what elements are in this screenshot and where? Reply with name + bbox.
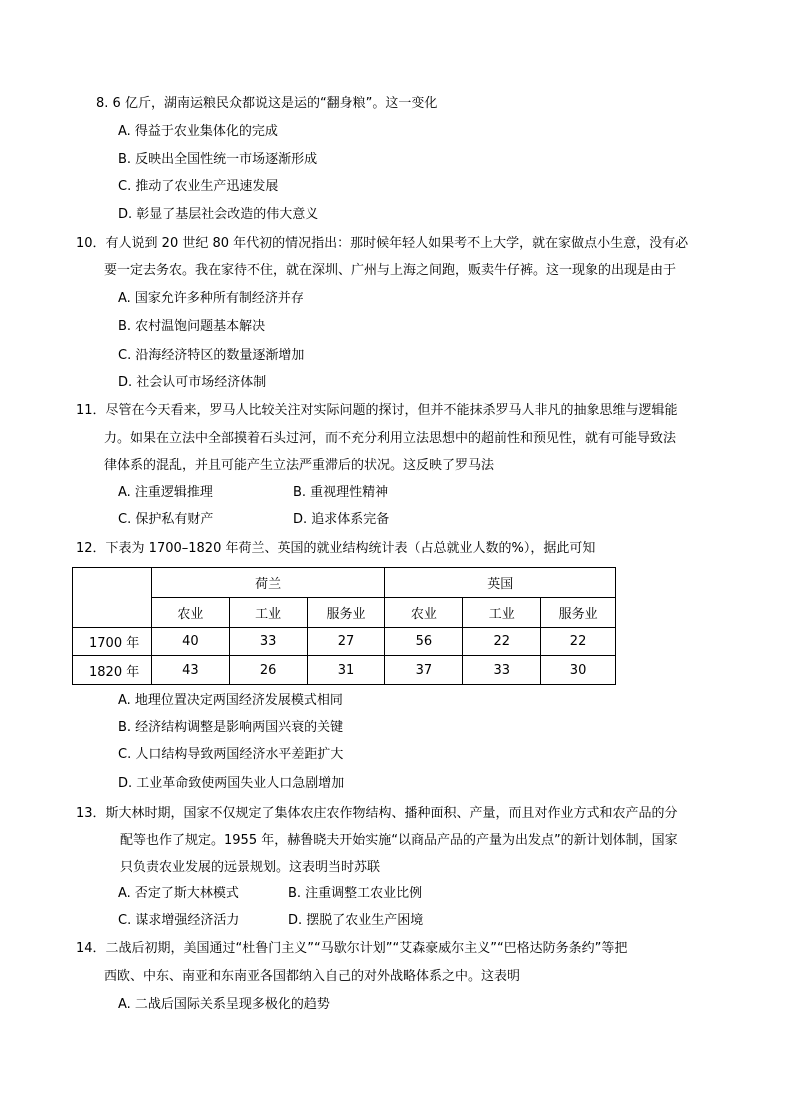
q10-option-b: B. 农村温饱问题基本解决 xyxy=(118,319,266,334)
table-row xyxy=(73,628,616,656)
q11-option-a: A. 注重逻辑推理 xyxy=(118,485,213,500)
row-year: 1820 年 xyxy=(73,656,152,685)
q11-option-b: B. 重视理性精神 xyxy=(293,485,389,500)
q8-option-c: C. 推动了农业生产迅速发展 xyxy=(118,179,279,194)
q10-option-a: A. 国家允许多种所有制经济并存 xyxy=(118,291,304,306)
table-cell: 33 xyxy=(229,628,307,656)
table-cell: 22 xyxy=(541,628,616,656)
q10-stem-line1: 10．有人说到 20 世纪 80 年代初的情况指出：那时候年轻人如果考不上大学，就在家做点小生意，没有必 xyxy=(76,236,689,251)
q13-option-b: B. 注重调整工农业比例 xyxy=(288,886,423,901)
table-cell: 43 xyxy=(151,656,229,685)
q12-option-a: A. 地理位置决定两国经济发展模式相同 xyxy=(118,693,343,708)
table-cell: 27 xyxy=(307,628,385,656)
table-row xyxy=(73,656,616,685)
country-header-britain: 英国 xyxy=(385,568,616,598)
q10-option-d: D. 社会认可市场经济体制 xyxy=(118,375,267,390)
q12-option-b: B. 经济结构调整是影响两国兴衰的关键 xyxy=(118,720,344,735)
sector-header: 工业 xyxy=(229,598,307,628)
country-header-netherlands: 荷兰 xyxy=(151,568,385,598)
q13-option-a: A. 否定了斯大林模式 xyxy=(118,886,239,901)
q13-stem-line2: 配等也作了规定。1955 年，赫鲁晓夫开始实施“以商品产品的产量为出发点”的新计划体制，国家 xyxy=(120,833,678,848)
q10-option-c: C. 沿海经济特区的数量逐渐增加 xyxy=(118,348,305,363)
q8-option-a: A. 得益于农业集体化的完成 xyxy=(118,124,278,139)
q10-stem-line2: 要一定去务农。我在家待不住，就在深圳、广州与上海之间跑，贩卖牛仔裤。这一现象的出现是由于 xyxy=(104,263,677,278)
sector-header: 农业 xyxy=(151,598,229,628)
table-cell: 22 xyxy=(463,628,541,656)
row-year: 1700 年 xyxy=(73,628,152,656)
q11-stem-line1: 11．尽管在今天看来，罗马人比较关注对实际问题的探讨，但并不能抹杀罗马人非凡的抽象思维与逻辑能 xyxy=(76,403,678,418)
q13-option-d: D. 摆脱了农业生产困境 xyxy=(288,913,424,928)
table-cell: 40 xyxy=(151,628,229,656)
q13-stem-line1: 13．斯大林时期，国家不仅规定了集体农庄农作物结构、播种面积、产量，而且对作业方式和农产品的分 xyxy=(76,806,678,821)
table-cell: 30 xyxy=(541,656,616,685)
sector-header: 服务业 xyxy=(541,598,616,628)
q12-stem: 12．下表为 1700–1820 年荷兰、英国的就业结构统计表（占总就业人数的%），据此可知 xyxy=(76,541,596,556)
sector-header: 工业 xyxy=(463,598,541,628)
q12-option-d: D. 工业革命致使两国失业人口急剧增加 xyxy=(118,776,345,791)
q14-stem-line2: 西欧、中东、南亚和东南亚各国都纳入自己的对外战略体系之中。这表明 xyxy=(104,969,521,984)
q8-option-b: B. 反映出全国性统一市场逐渐形成 xyxy=(118,152,318,167)
table-cell: 56 xyxy=(385,628,463,656)
table-cell: 33 xyxy=(463,656,541,685)
q13-option-c: C. 谋求增强经济活力 xyxy=(118,913,240,928)
sector-header: 农业 xyxy=(385,598,463,628)
q11-stem-line3: 律体系的混乱，并且可能产生立法严重滞后的状况。这反映了罗马法 xyxy=(104,458,495,473)
q11-stem-line2: 力。如果在立法中全部摸着石头过河，而不充分利用立法思想中的超前性和预见性，就有可能导致法 xyxy=(104,431,677,446)
table-cell: 31 xyxy=(307,656,385,685)
q8-option-d: D. 彰显了基层社会改造的伟大意义 xyxy=(118,207,319,222)
sector-header: 服务业 xyxy=(307,598,385,628)
q12-option-c: C. 人口结构导致两国经济水平差距扩大 xyxy=(118,747,344,762)
q11-option-c: C. 保护私有财产 xyxy=(118,512,214,527)
q14-option-a: A. 二战后国际关系呈现多极化的趋势 xyxy=(118,997,330,1012)
table-cell: 37 xyxy=(385,656,463,685)
q13-stem-line3: 只负责农业发展的远景规划。这表明当时苏联 xyxy=(120,860,381,875)
table-cell: 26 xyxy=(229,656,307,685)
employment-structure-table xyxy=(72,567,616,685)
table-corner-cell xyxy=(73,568,152,628)
q11-option-d: D. 追求体系完备 xyxy=(293,512,390,527)
q8-stem: 8. 6 亿斤，湖南运粮民众都说这是运的“翻身粮”。这一变化 xyxy=(96,96,438,111)
q14-stem-line1: 14．二战后初期，美国通过“杜鲁门主义”“马歇尔计划”“艾森豪威尔主义”“巴格达防务条约”等把 xyxy=(76,941,628,956)
